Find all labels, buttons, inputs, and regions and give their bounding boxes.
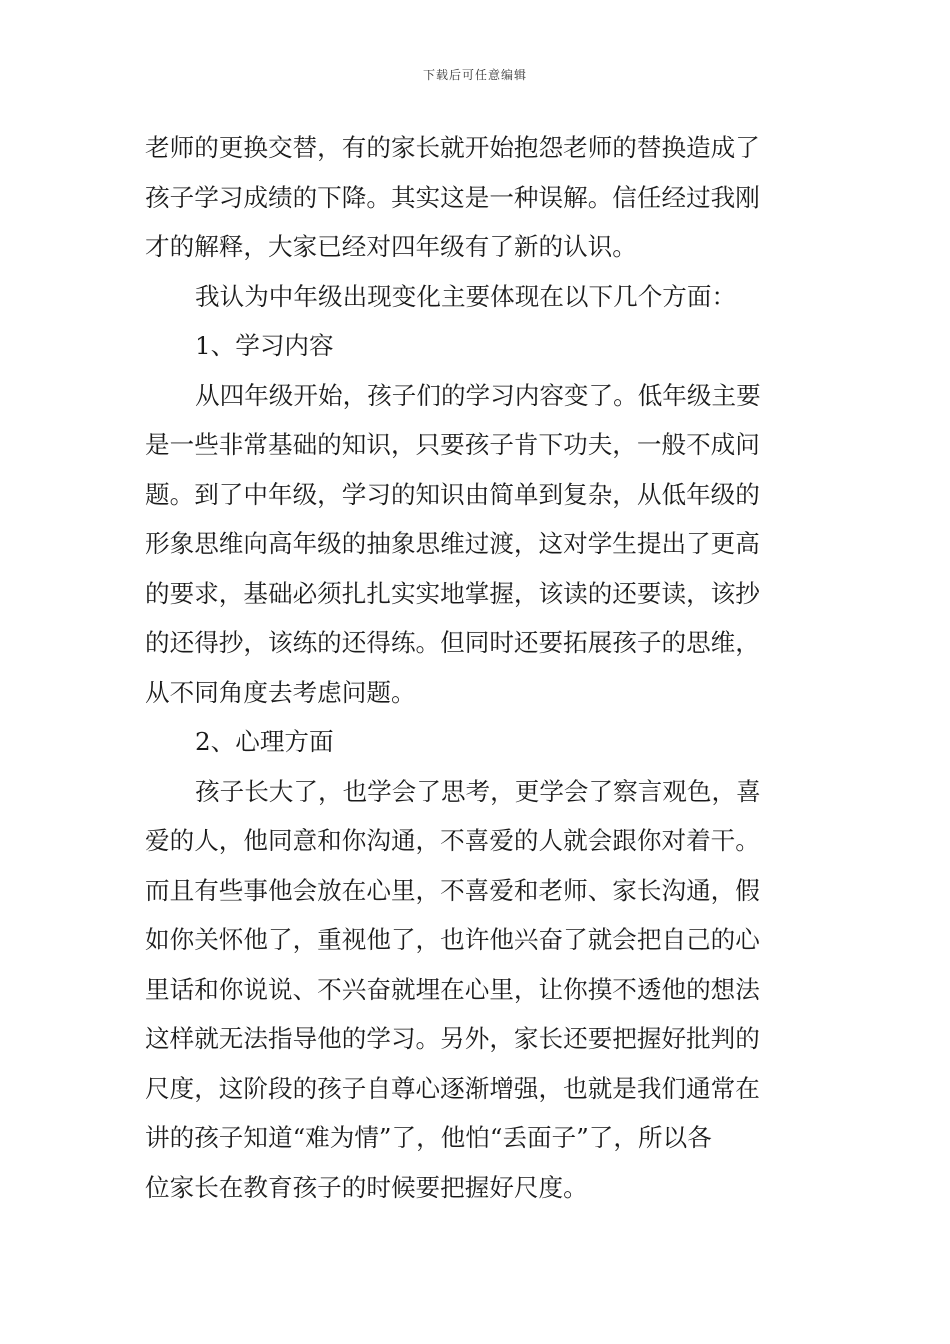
text-line: 是一些非常基础的知识，只要孩子肯下功夫，一般不成问 xyxy=(145,430,760,459)
text-line: 位家长在教育孩子的时候要把握好尺度。 xyxy=(145,1172,588,1202)
text-line: 里话和你说说、不兴奋就埋在心里，让你摸不透他的想法 xyxy=(145,974,760,1004)
text-line: 题。到了中年级，学习的知识由简单到复杂，从低年级的 xyxy=(145,479,760,509)
text-line: 孩子学习成绩的下降。其实这是一种误解。信任经过我刚 xyxy=(145,182,760,212)
section-heading-psychology: 2、心理方面 xyxy=(195,727,334,756)
text-line: 尺度，这阶段的孩子自尊心逐渐增强，也就是我们通常在 xyxy=(145,1073,760,1103)
text-line: 才的解释，大家已经对四年级有了新的认识。 xyxy=(145,232,637,261)
text-line: 从四年级开始，孩子们的学习内容变了。低年级主要 xyxy=(195,380,761,410)
text-line: 如你关怀他了，重视他了，也许他兴奋了就会把自己的心 xyxy=(145,925,760,954)
text-line: 爱的人，他同意和你沟通，不喜爱的人就会跟你对着干。 xyxy=(145,826,760,855)
text-line: 讲的孩子知道“难为情”了，他怕“丢面子”了，所以各 xyxy=(145,1123,712,1152)
page-header: 下载后可任意编辑 xyxy=(422,68,527,82)
text-line: 的要求，基础必须扎扎实实地掌握，该读的还要读，该抄 xyxy=(145,578,760,608)
paragraph-intro: 我认为中年级出现变化主要体现在以下几个方面： xyxy=(195,281,737,311)
document-body xyxy=(145,123,810,1212)
text-line: 孩子长大了，也学会了思考，更学会了察言观色，喜 xyxy=(195,776,761,806)
text-line: 形象思维向高年级的抽象思维过渡，这对学生提出了更高 xyxy=(145,529,760,558)
section-heading-study-content: 1、学习内容 xyxy=(195,331,334,360)
text-line: 而且有些事他会放在心里，不喜爱和老师、家长沟通，假 xyxy=(145,875,760,905)
text-line: 这样就无法指导他的学习。另外，家长还要把握好批判的 xyxy=(145,1024,760,1053)
text-line: 从不同角度去考虑问题。 xyxy=(145,677,416,707)
text-line: 的还得抄，该练的还得练。但同时还要拓展孩子的思维， xyxy=(145,628,760,657)
text-line: 老师的更换交替，有的家长就开始抱怨老师的替换造成了 xyxy=(145,133,760,162)
